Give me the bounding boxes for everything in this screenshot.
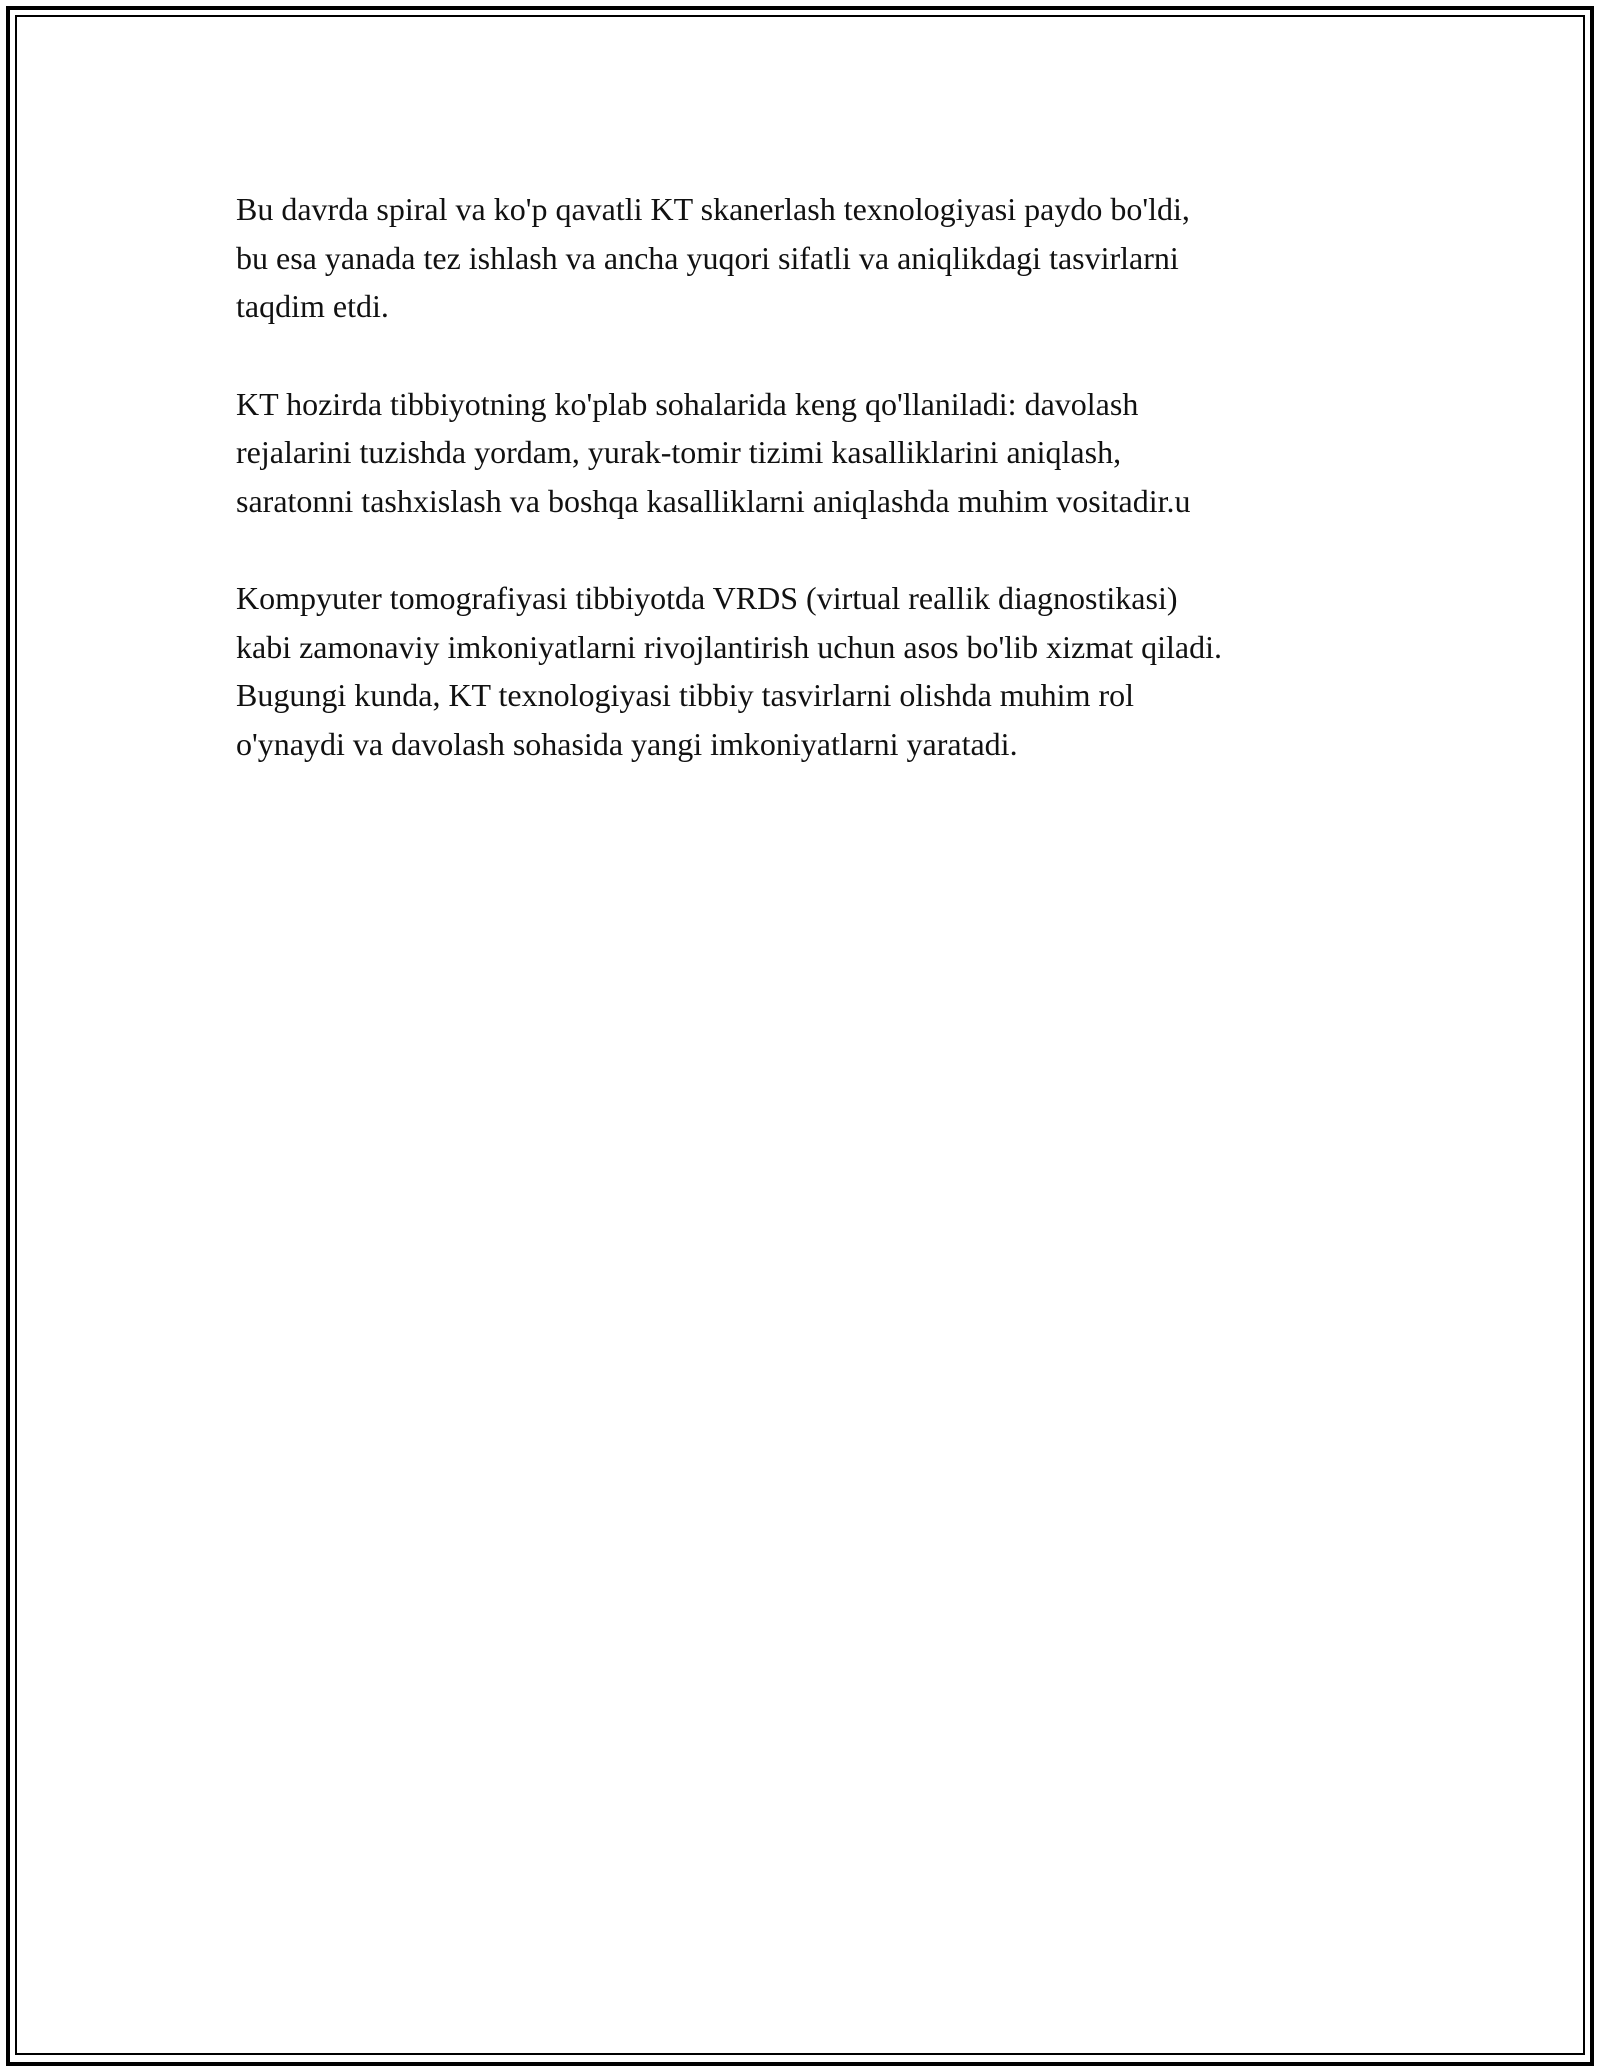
paragraph-medical-applications: KT hozirda tibbiyotning ko'plab sohalarida keng qo'llaniladi: davolash rejalarini tuzishda yordam, yurak-tomir tizimi kasalliklarini aniqlash, saratonni tashxislash va boshqa kasalliklarni aniqlashda muhim vositadir.u — [236, 385, 1191, 519]
paragraph-vrds-future: Kompyuter tomografiyasi tibbiyotda VRDS (virtual reallik diagnostikasi) kabi zamonaviy imkoniyatlarni rivojlantirish uchun asos bo'lib xizmat qiladi. Bugungi kunda, KT texnologiyasi tibbiy tasvirlarni olishda muhim rol o'ynaydi va davolash sohasida yangi imkoniyatlarni yaratadi. — [236, 580, 1223, 762]
paragraph-scanning-technology: Bu davrda spiral va ko'p qavatli KT skanerlash texnologiyasi paydo bo'ldi, bu esa yanada tez ishlash va ancha yuqori sifatli va aniqlikdagi tasvirlarni taqdim etdi. — [236, 191, 1190, 324]
document-body — [236, 185, 1386, 817]
